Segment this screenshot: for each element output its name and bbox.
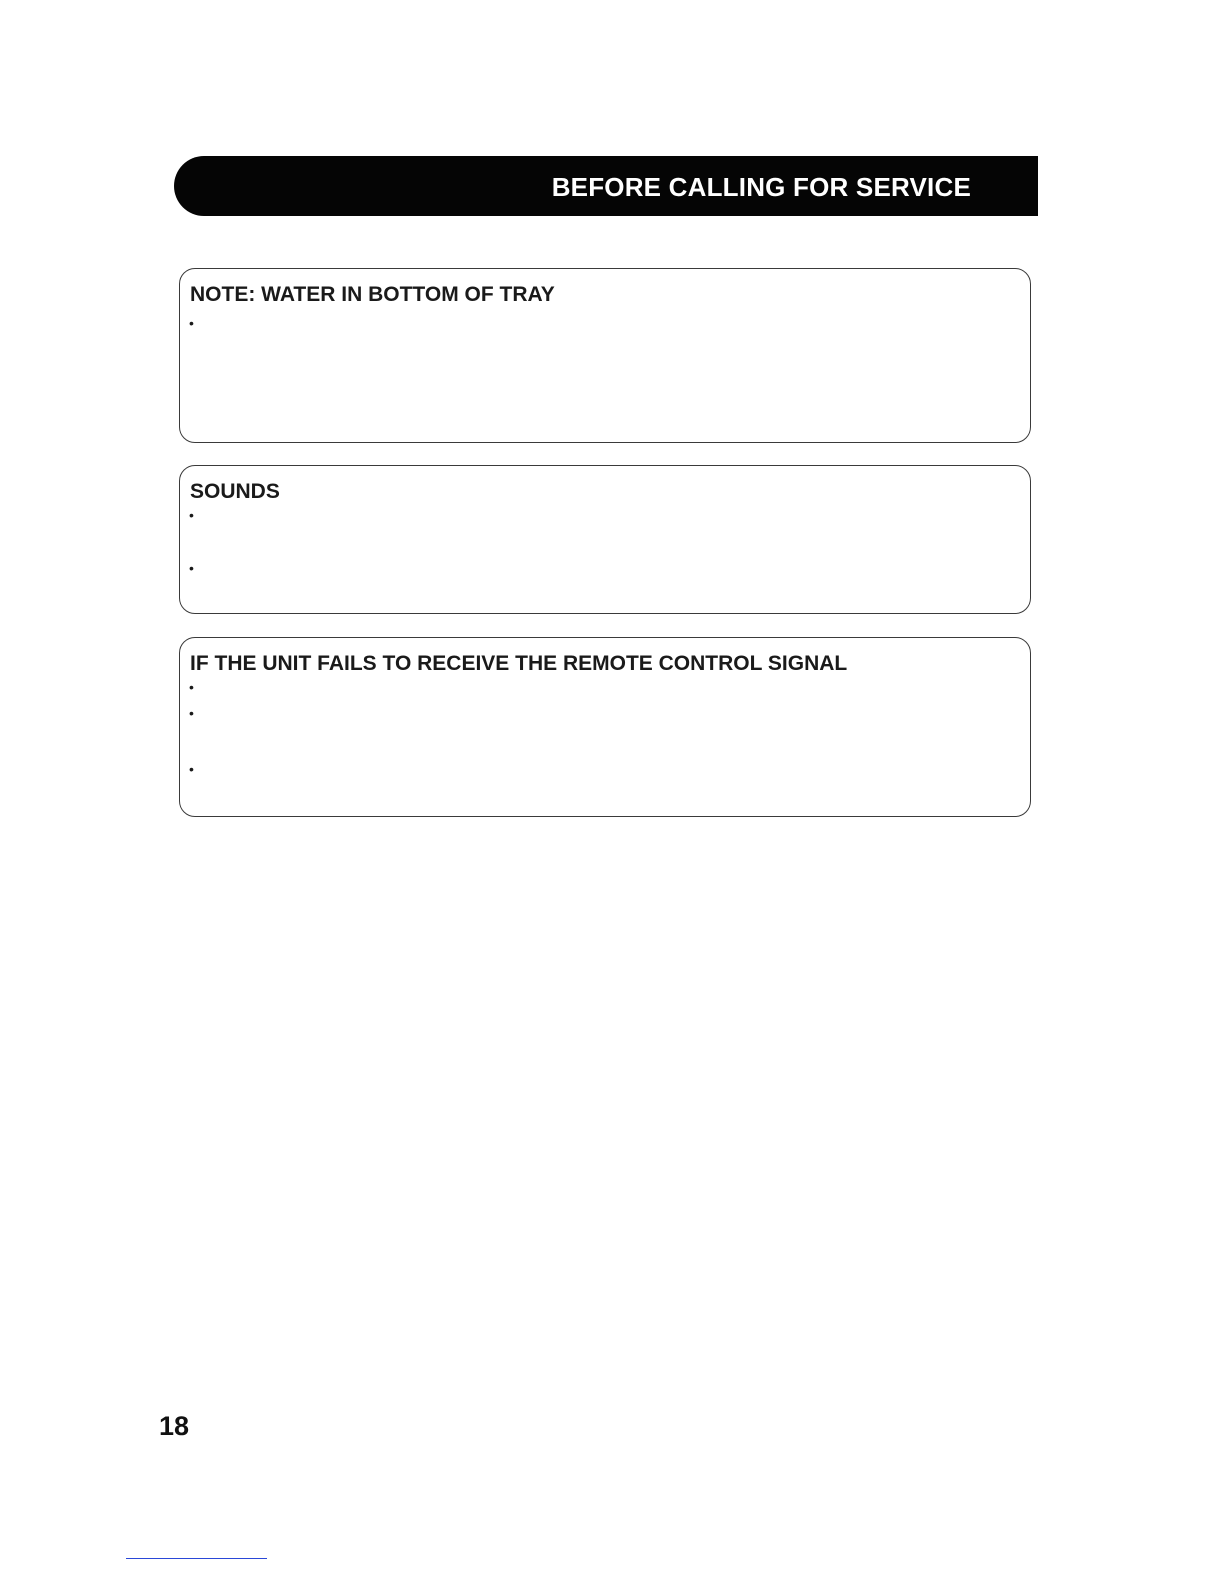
section-heading: SOUNDS bbox=[190, 480, 280, 503]
section-water-in-tray bbox=[179, 268, 1031, 443]
section-remote-control-signal bbox=[179, 637, 1031, 817]
section-sounds bbox=[179, 465, 1031, 614]
page-title: BEFORE CALLING FOR SERVICE bbox=[551, 172, 971, 202]
footer-rule bbox=[126, 1558, 267, 1559]
page-number: 18 bbox=[159, 1411, 190, 1441]
bullet-point: • bbox=[189, 315, 194, 331]
bullet-point: • bbox=[189, 507, 194, 523]
bullet-point: • bbox=[189, 705, 194, 721]
bullet-point: • bbox=[189, 679, 194, 695]
section-heading: IF THE UNIT FAILS TO RECEIVE THE REMOTE CONTROL SIGNAL bbox=[190, 652, 848, 675]
section-heading: NOTE: WATER IN BOTTOM OF TRAY bbox=[190, 283, 555, 306]
bullet-point: • bbox=[189, 761, 194, 777]
bullet-point: • bbox=[189, 560, 194, 576]
section-header-bar bbox=[174, 156, 1038, 216]
